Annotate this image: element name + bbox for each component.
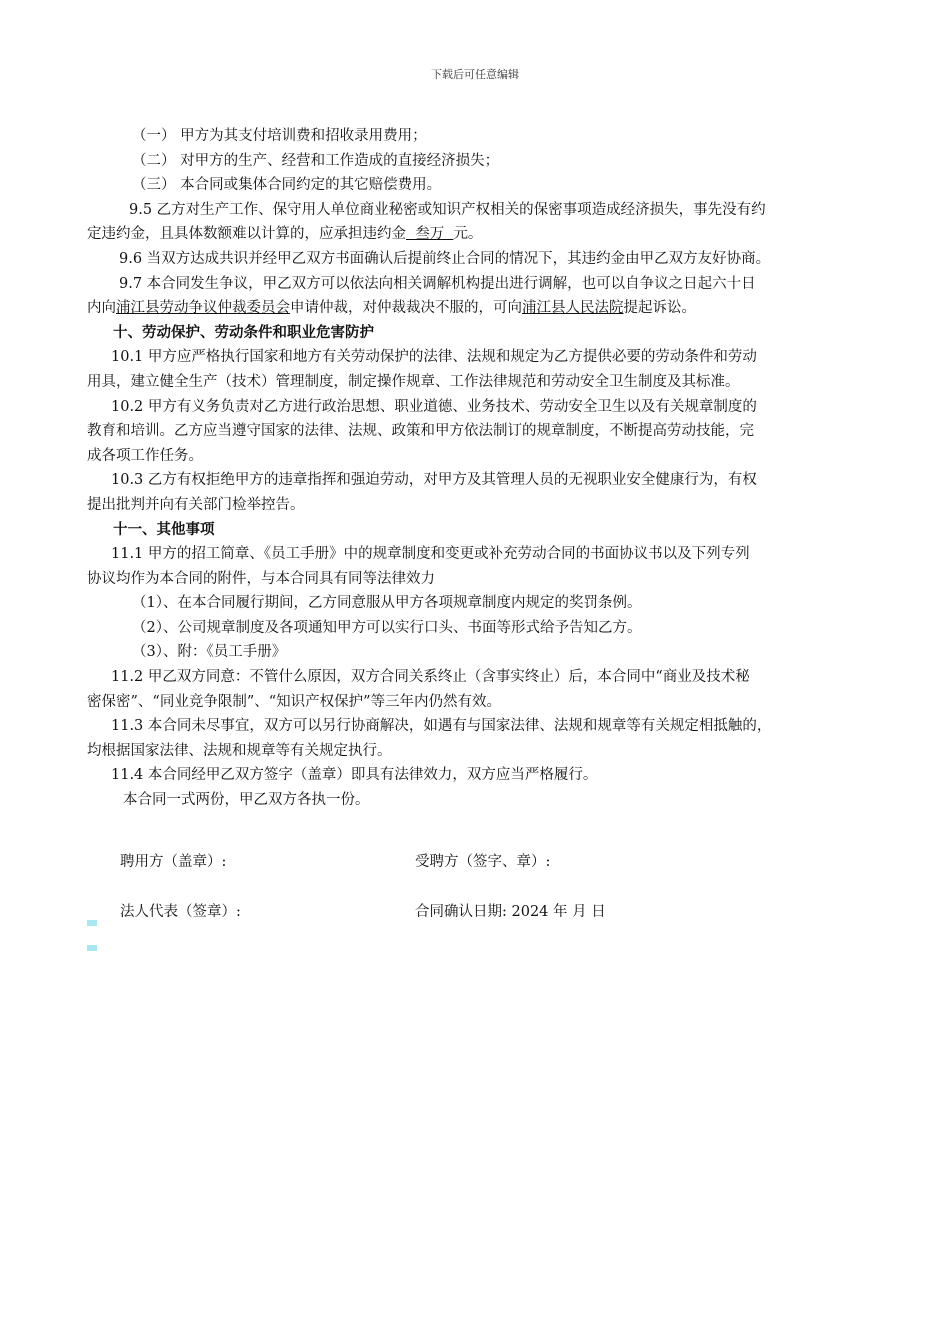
confirm-date-label: 合同确认日期: 2024 年 月 日 xyxy=(415,904,606,920)
clause-10-1-cont: 用具，建立健全生产（技术）管理制度，制定操作规章、工作法律规范和劳动安全卫生制度及其标准。 xyxy=(87,373,740,390)
contract-body xyxy=(87,124,877,813)
clause-11-2: 11.2 甲乙双方同意：不管什么原因，双方合同关系终止（含事实终止）后，本合同中“商业及技术秘 xyxy=(111,669,750,686)
clause-line: （一） 甲方为其支付培训费和招收录用费用； xyxy=(132,128,427,144)
clause-11-4: 11.4 本合同经甲乙双方签字（盖章）即具有法律效力，双方应当严格履行。 xyxy=(111,767,598,784)
clause-11-3-cont: 均根据国家法律、法规和规章等有关规定执行。 xyxy=(87,742,392,759)
section-heading-11: 十一、其他事项 xyxy=(113,520,215,538)
clause-9-5: 9.5 乙方对生产工作、保守用人单位商业秘密或知识产权相关的保密事项造成经济损失，事先没有约 xyxy=(129,201,766,218)
clause-line: （三） 本合同或集体合同约定的其它赔偿费用。 xyxy=(132,177,442,194)
paragraph-marker xyxy=(87,920,97,926)
penalty-amount: 叁万 xyxy=(406,226,454,243)
clause-11-1: 11.1 甲方的招工简章、《员工手册》中的规章制度和变更或补充劳动合同的书面协议书以及下列专列 xyxy=(111,546,750,563)
section-heading-10: 十、劳动保护、劳动条件和职业危害防护 xyxy=(113,323,374,341)
clause-10-2-cont: 教育和培训。乙方应当遵守国家的法律、法规、政策和甲方依法制订的规章制度，不断提高劳动技能，完 xyxy=(87,423,754,440)
clause-11-1-item: （3）、附：《员工手册》 xyxy=(132,644,287,661)
employee-signature-label: 受聘方（签字、章）: xyxy=(415,854,551,870)
clause-11-1-item: （2）、公司规章制度及各项通知甲方可以实行口头、书面等形式给予告知乙方。 xyxy=(132,619,642,636)
legal-rep-signature-label: 法人代表（签章）: xyxy=(120,904,241,920)
clause-10-3-cont: 提出批判并向有关部门检举控告。 xyxy=(87,496,305,513)
clause-9-7: 9.7 本合同发生争议，甲乙双方可以依法向相关调解机构提出进行调解，也可以自争议之日起六十日 xyxy=(119,275,756,292)
clause-11-1-item: （1）、在本合同履行期间，乙方同意服从甲方各项规章制度内规定的奖罚条例。 xyxy=(132,595,642,612)
clause-10-3: 10.3 乙方有权拒绝甲方的违章指挥和强迫劳动，对甲方及其管理人员的无视职业安全健康行为，有权 xyxy=(111,472,757,489)
clause-9-7-cont: 内向浦江县劳动争议仲裁委员会申请仲裁，对仲裁裁决不服的，可向浦江县人民法院提起诉讼。 xyxy=(87,300,696,317)
clause-10-2: 10.2 甲方有义务负责对乙方进行政治思想、职业道德、业务技术、劳动安全卫生以及有关规章制度的 xyxy=(111,398,757,415)
clause-9-5-cont: 定违约金，且具体数额难以计算的，应承担违约金 叁万 元。 xyxy=(87,226,483,243)
clause-11-3: 11.3 本合同未尽事宜，双方可以另行协商解决，如遇有与国家法律、法规和规章等有关规定相抵触的， xyxy=(111,718,772,735)
court-name: 浦江县人民法院 xyxy=(522,300,624,317)
employer-signature-label: 聘用方（盖章）: xyxy=(120,854,227,870)
clause-line: （二） 对甲方的生产、经营和工作造成的直接经济损失； xyxy=(132,152,500,169)
clause-9-6: 9.6 当双方达成共识并经甲乙双方书面确认后提前终止合同的情况下，其违约金由甲乙双方友好协商。 xyxy=(119,250,771,267)
clause-10-2-cont: 成各项工作任务。 xyxy=(87,447,203,464)
clause-11-1-cont: 协议均作为本合同的附件，与本合同具有同等法律效力 xyxy=(87,570,435,587)
arbitration-committee: 浦江县劳动争议仲裁委员会 xyxy=(116,300,290,317)
paragraph-marker xyxy=(87,945,97,951)
clause-10-1: 10.1 甲方应严格执行国家和地方有关劳动保护的法律、法规和规定为乙方提供必要的劳动条件和劳动 xyxy=(111,349,757,366)
copies-note: 本合同一式两份，甲乙双方各执一份。 xyxy=(123,792,370,809)
page-header: 下载后可任意编辑 xyxy=(431,68,519,81)
clause-11-2-cont: 密保密”、“同业竞争限制”、“知识产权保护”等三年内仍然有效。 xyxy=(87,693,502,710)
